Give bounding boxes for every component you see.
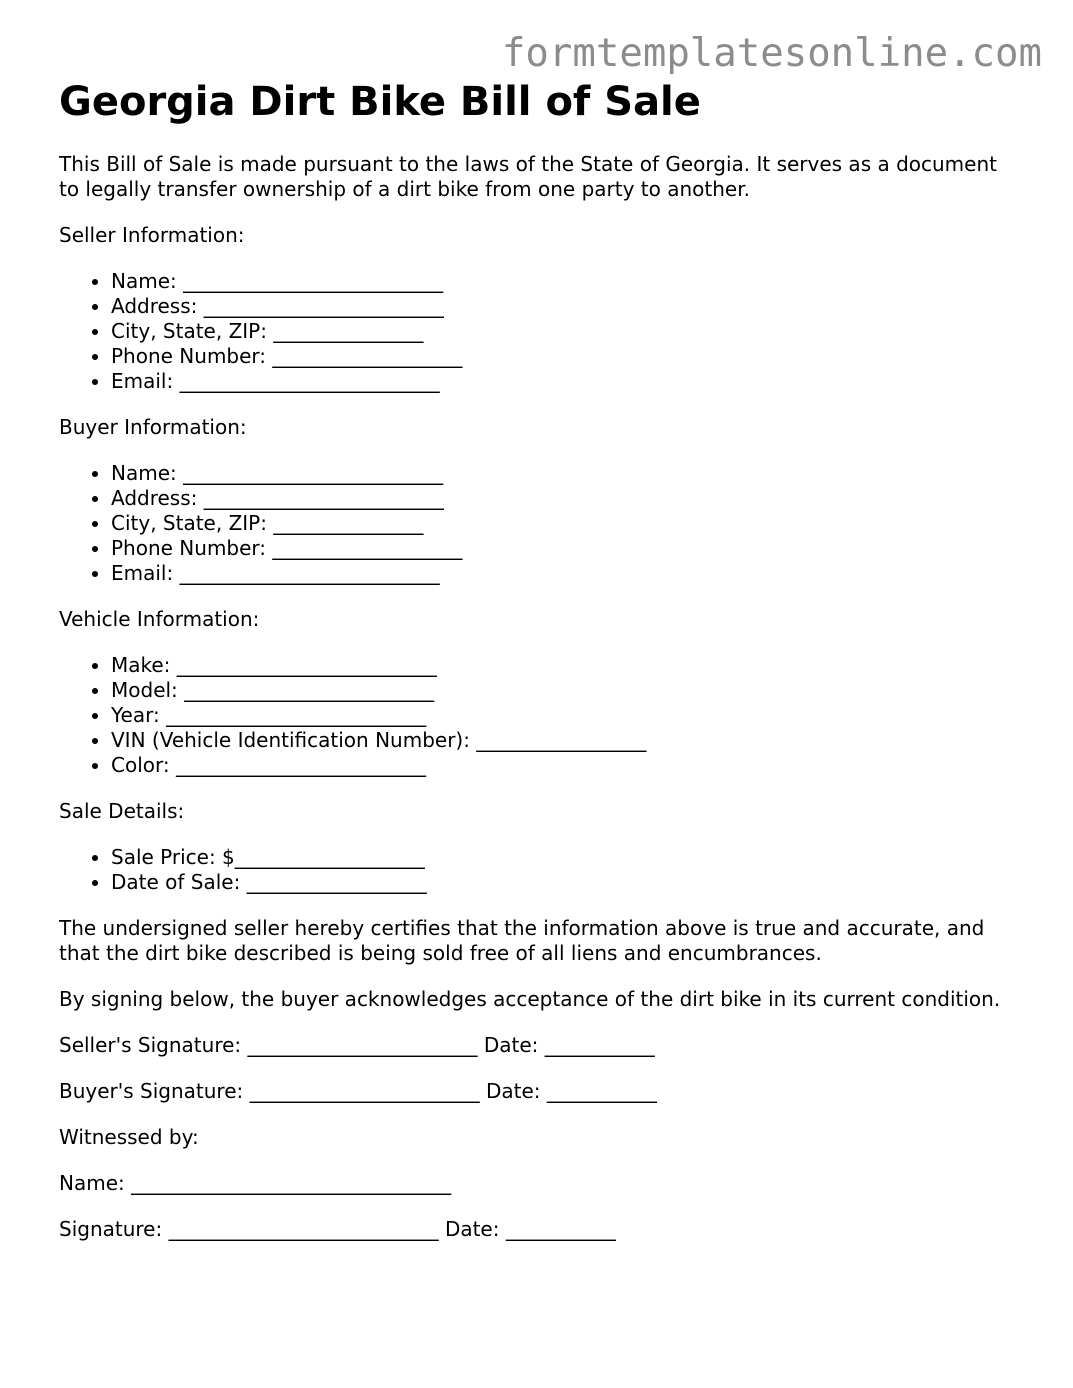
vehicle-list bbox=[59, 653, 1019, 778]
document-title: Georgia Dirt Bike Bill of Sale bbox=[59, 79, 701, 125]
buyer-signature-line: Buyer's Signature: _______________________ Date: ___________ bbox=[59, 1079, 657, 1103]
seller-heading: Seller Information: bbox=[59, 223, 245, 247]
seller-city-state-zip-field: • City, State, ZIP: _______________ bbox=[111, 319, 1019, 344]
watermark: formtemplatesonline.com bbox=[501, 31, 1042, 76]
sale-date-field: • Date of Sale: __________________ bbox=[111, 870, 1019, 895]
seller-phone-field: • Phone Number: ___________________ bbox=[111, 344, 1019, 369]
acknowledgement-paragraph: By signing below, the buyer acknowledges acceptance of the dirt bike in its current condition. bbox=[59, 987, 1001, 1011]
vehicle-heading: Vehicle Information: bbox=[59, 607, 260, 631]
witness-name-line: Name: ________________________________ bbox=[59, 1171, 452, 1195]
sale-list bbox=[59, 845, 1019, 895]
intro-paragraph: This Bill of Sale is made pursuant to the laws of the State of Georgia. It serves as a document to legally transfer ownership of a dirt bike from one party to another. bbox=[59, 152, 997, 201]
buyer-phone-field: • Phone Number: ___________________ bbox=[111, 536, 1019, 561]
seller-email-field: • Email: __________________________ bbox=[111, 369, 1019, 394]
vehicle-color-field: • Color: _________________________ bbox=[111, 753, 1019, 778]
witness-heading: Witnessed by: bbox=[59, 1125, 199, 1149]
document-page bbox=[59, 76, 1019, 1263]
buyer-list bbox=[59, 461, 1019, 586]
seller-signature-line: Seller's Signature: _______________________ Date: ___________ bbox=[59, 1033, 655, 1057]
seller-address-field: • Address: ________________________ bbox=[111, 294, 1019, 319]
buyer-name-field: • Name: __________________________ bbox=[111, 461, 1019, 486]
seller-list bbox=[59, 269, 1019, 394]
witness-signature-line: Signature: ___________________________ Date: ___________ bbox=[59, 1217, 616, 1241]
vehicle-model-field: • Model: _________________________ bbox=[111, 678, 1019, 703]
vehicle-make-field: • Make: __________________________ bbox=[111, 653, 1019, 678]
buyer-city-state-zip-field: • City, State, ZIP: _______________ bbox=[111, 511, 1019, 536]
vehicle-year-field: • Year: __________________________ bbox=[111, 703, 1019, 728]
buyer-email-field: • Email: __________________________ bbox=[111, 561, 1019, 586]
sale-price-field: • Sale Price: $___________________ bbox=[111, 845, 1019, 870]
sale-heading: Sale Details: bbox=[59, 799, 185, 823]
buyer-address-field: • Address: ________________________ bbox=[111, 486, 1019, 511]
buyer-heading: Buyer Information: bbox=[59, 415, 247, 439]
seller-name-field: • Name: __________________________ bbox=[111, 269, 1019, 294]
vehicle-vin-field: • VIN (Vehicle Identification Number): _________________ bbox=[111, 728, 1019, 753]
certification-paragraph: The undersigned seller hereby certifies that the information above is true and accurate, and that the dirt bike described is being sold free of all liens and encumbrances. bbox=[59, 916, 985, 965]
